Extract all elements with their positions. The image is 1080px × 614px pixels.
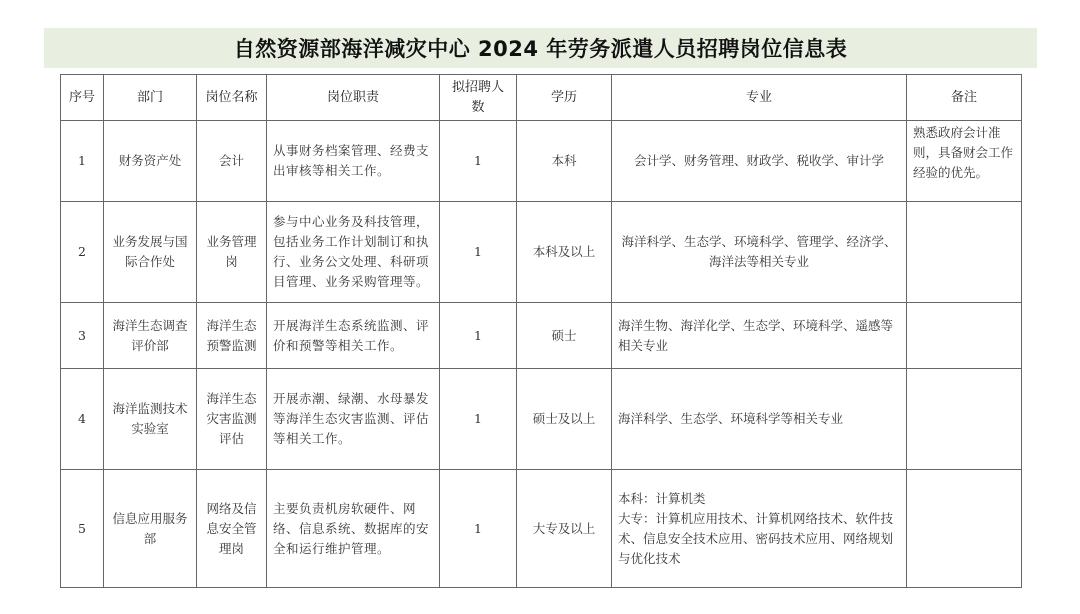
cell-major [612,369,907,470]
cell-duty: 开展海洋生态系统监测、评价和预警等相关工作。 [267,303,440,369]
cell-index: 2 [61,202,104,303]
major-line: 海洋生物、海洋化学、生态学、环境科学、遥感等相关专业 [618,317,894,353]
major-line: 会计学、财务管理、财政学、税收学、审计学 [633,153,884,168]
cell-edu: 本科 [517,121,612,202]
cell-position: 海洋生态预警监测 [197,303,267,369]
cell-count: 1 [440,369,517,470]
major-line: 本科：计算机类 [618,490,706,506]
title-bar [44,28,1037,68]
cell-count: 1 [440,121,517,202]
cell-position: 网络及信息安全管理岗 [197,470,267,588]
cell-position: 业务管理岗 [197,202,267,303]
cell-index: 1 [61,121,104,202]
cell-count: 1 [440,470,517,588]
cell-dept: 财务资产处 [104,121,197,202]
cell-dept: 海洋监测技术实验室 [104,369,197,470]
table-row [61,121,1022,202]
cell-major [612,303,907,369]
cell-duty: 参与中心业务及科技管理，包括业务工作计划制订和执行、业务公文处理、科研项目管理、业务采购管理等。 [267,202,440,303]
table-row [61,470,1022,588]
cell-edu: 硕士 [517,303,612,369]
cell-edu: 硕士及以上 [517,369,612,470]
cell-position: 会计 [197,121,267,202]
cell-duty: 从事财务档案管理、经费支出审核等相关工作。 [267,121,440,202]
major-line: 海洋科学、生态学、环境科学等相关专业 [618,411,844,426]
cell-duty: 开展赤潮、绿潮、水母暴发等海洋生态灾害监测、评估等相关工作。 [267,369,440,470]
table-row [61,369,1022,470]
page-title: 自然资源部海洋减灾中心 2024 年劳务派遣人员招聘岗位信息表 [233,37,848,61]
cell-note [907,369,1022,470]
header-major: 专业 [612,75,907,121]
major-line: 海洋科学、生态学、环境科学、管理学、经济学、海洋法等相关专业 [621,234,897,269]
header-count: 拟招聘人数 [440,75,517,121]
cell-index: 5 [61,470,104,588]
cell-major [612,202,907,303]
header-duty: 岗位职责 [267,75,440,121]
table-row [61,303,1022,369]
cell-count: 1 [440,303,517,369]
cell-note [907,470,1022,588]
cell-dept: 海洋生态调查评价部 [104,303,197,369]
cell-edu: 本科及以上 [517,202,612,303]
cell-edu: 大专及以上 [517,470,612,588]
header-note: 备注 [907,75,1022,121]
cell-major [612,470,907,588]
cell-dept: 业务发展与国际合作处 [104,202,197,303]
cell-note [907,202,1022,303]
cell-duty: 主要负责机房软硬件、网络、信息系统、数据库的安全和运行维护管理。 [267,470,440,588]
cell-count: 1 [440,202,517,303]
header-index: 序号 [61,75,104,121]
job-table [60,74,1022,588]
cell-note [907,303,1022,369]
table-header-row [61,75,1022,121]
cell-dept: 信息应用服务部 [104,470,197,588]
cell-position: 海洋生态灾害监测评估 [197,369,267,470]
table-row [61,202,1022,303]
cell-note: 熟悉政府会计准则，具备财会工作经验的优先。 [907,121,1022,202]
header-edu: 学历 [517,75,612,121]
major-line: 大专：计算机应用技术、计算机网络技术、软件技术、信息安全技术应用、密码技术应用、网络规划与优化技术 [618,510,894,566]
cell-index: 3 [61,303,104,369]
header-dept: 部门 [104,75,197,121]
cell-major [612,121,907,202]
header-position: 岗位名称 [197,75,267,121]
cell-index: 4 [61,369,104,470]
